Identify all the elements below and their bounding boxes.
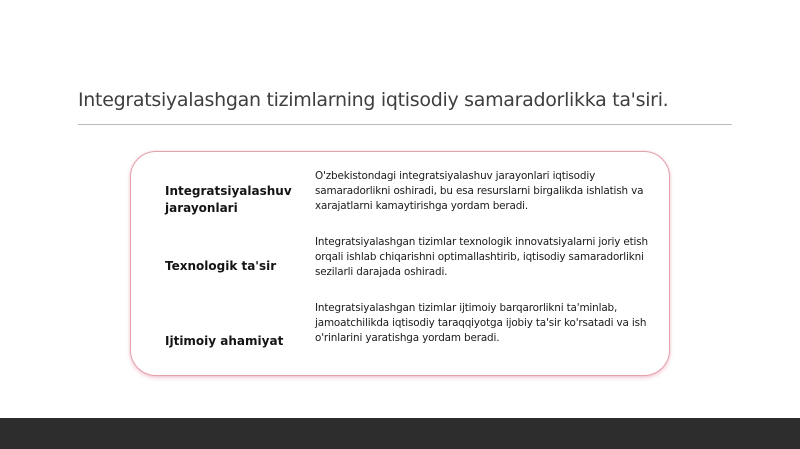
row-description-technological-impact: Integratsiyalashgan tizimlar texnologik innovatsiyalarni joriy etish orqali ishlab chiqarishni optimallashtirib, iqtisodiy samaradorlikni sezilarli darajada oshiradi. [315, 236, 648, 278]
row-description-integration-processes: O'zbekistondagi integratsiyalashuv jarayonlari iqtisodiy samaradorlikni oshiradi, bu esa resurslarni birgalikda ishlatish va xarajatlarni kamaytirishga yordam beradi. [315, 170, 644, 212]
row-label-social-importance: Ijtimoiy ahamiyat [165, 334, 284, 348]
row-description-social-importance: Integratsiyalashgan tizimlar ijtimoiy barqarorlikni ta'minlab, jamoatchilikda iqtisodiy taraqqiyotga ijobiy ta'sir ko'rsatadi va ish o'rinlarini yaratishga yordam beradi. [315, 302, 647, 344]
title-divider [78, 124, 732, 125]
row-label-integration-processes: Integratsiyalashuv jarayonlari [165, 184, 292, 215]
slide-title: Integratsiyalashgan tizimlarning iqtisodiy samaradorlikka ta'siri. [78, 89, 669, 111]
row-label-technological-impact: Texnologik ta'sir [165, 259, 277, 273]
footer-bar [0, 418, 800, 449]
